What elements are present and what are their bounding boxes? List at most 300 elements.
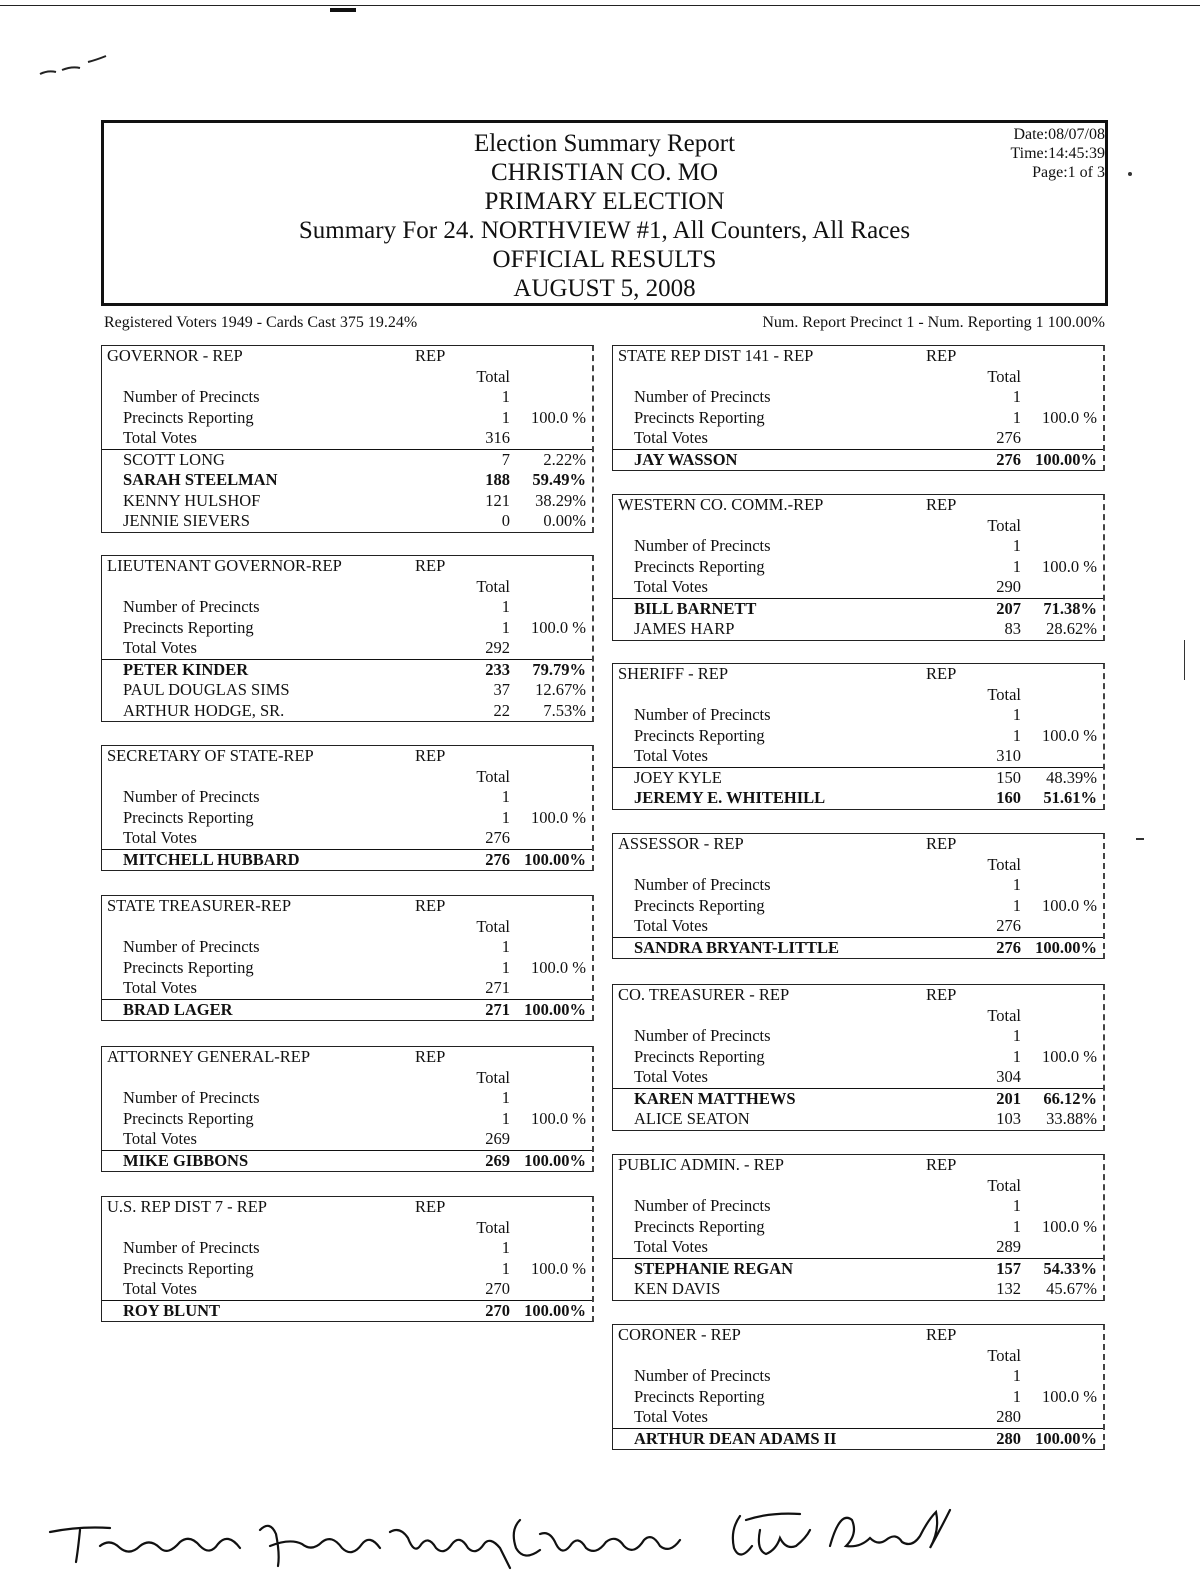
total-column-header: Total bbox=[476, 576, 510, 596]
precincts-reporting-value: 1 bbox=[1012, 895, 1021, 915]
total-votes-label: Total Votes bbox=[634, 577, 708, 596]
total-column-header: Total bbox=[987, 515, 1021, 535]
candidate-votes: 280 bbox=[996, 1428, 1021, 1448]
total-column-header: Total bbox=[476, 366, 510, 386]
candidate-row bbox=[613, 1258, 1103, 1280]
candidate-row bbox=[613, 449, 1103, 471]
total-column-header: Total bbox=[476, 766, 510, 786]
precincts-reporting-row bbox=[613, 408, 1103, 429]
total-votes-row bbox=[613, 577, 1103, 598]
precincts-reporting-label: Precincts Reporting bbox=[634, 725, 765, 745]
pen-mark bbox=[36, 52, 116, 82]
signatures bbox=[40, 1490, 970, 1570]
election-date: AUGUST 5, 2008 bbox=[513, 275, 696, 302]
voter-stats: Registered Voters 1949 - Cards Cast 375 19.24% bbox=[104, 314, 418, 331]
number-of-precincts-label: Number of Precincts bbox=[634, 1026, 771, 1045]
precincts-reporting-value: 1 bbox=[1012, 1046, 1021, 1066]
precincts-reporting-value: 1 bbox=[501, 1108, 510, 1128]
county-name: CHRISTIAN CO. MO bbox=[490, 159, 719, 186]
race-title: WESTERN CO. COMM.-REP bbox=[618, 495, 824, 514]
candidate-percent: 2.22% bbox=[543, 449, 586, 469]
number-of-precincts-value: 1 bbox=[501, 937, 510, 956]
candidate-votes: 83 bbox=[1004, 619, 1021, 638]
precincts-reporting-label: Precincts Reporting bbox=[123, 407, 254, 427]
race-title-row bbox=[613, 495, 1103, 516]
precincts-reporting-value: 1 bbox=[1012, 407, 1021, 427]
candidate-row bbox=[102, 701, 592, 722]
race-title-row bbox=[613, 664, 1103, 685]
candidate-name: ALICE SEATON bbox=[634, 1109, 750, 1128]
number-of-precincts-label: Number of Precincts bbox=[123, 1088, 260, 1107]
candidate-name: BILL BARNETT bbox=[634, 598, 757, 618]
total-votes-value: 292 bbox=[485, 638, 510, 657]
total-votes-value: 276 bbox=[485, 828, 510, 847]
report-title: Election Summary Report bbox=[473, 130, 736, 157]
total-votes-label: Total Votes bbox=[123, 428, 197, 447]
number-of-precincts-value: 1 bbox=[1012, 387, 1021, 406]
precincts-reporting-percent: 100.0 % bbox=[531, 807, 586, 827]
party-label: REP bbox=[415, 1047, 446, 1066]
candidate-name: MIKE GIBBONS bbox=[123, 1150, 249, 1170]
candidate-name: JENNIE SIEVERS bbox=[123, 511, 250, 530]
total-votes-label: Total Votes bbox=[634, 1067, 708, 1086]
candidate-percent: 7.53% bbox=[543, 700, 586, 720]
party-label: REP bbox=[415, 346, 446, 365]
candidate-name: KENNY HULSHOF bbox=[123, 490, 261, 510]
candidate-votes: 270 bbox=[485, 1300, 510, 1320]
race-title: STATE REP DIST 141 - REP bbox=[618, 346, 814, 365]
total-votes-row bbox=[102, 978, 592, 999]
precinct-count-row bbox=[102, 1238, 592, 1259]
number-of-precincts-label: Number of Precincts bbox=[123, 1238, 260, 1257]
party-label: REP bbox=[926, 346, 957, 365]
total-column-header: Total bbox=[987, 854, 1021, 874]
candidate-votes: 269 bbox=[485, 1150, 510, 1170]
precincts-reporting-row bbox=[613, 896, 1103, 917]
precincts-reporting-label: Precincts Reporting bbox=[123, 1258, 254, 1278]
scan-mark bbox=[330, 8, 356, 12]
total-votes-label: Total Votes bbox=[634, 1407, 708, 1426]
party-label: REP bbox=[415, 1197, 446, 1216]
precincts-reporting-row bbox=[102, 408, 592, 429]
total-votes-row bbox=[102, 428, 592, 449]
total-header-row bbox=[613, 1006, 1103, 1027]
number-of-precincts-value: 1 bbox=[501, 787, 510, 806]
race-title-row bbox=[613, 346, 1103, 367]
race-title: ATTORNEY GENERAL-REP bbox=[107, 1047, 311, 1066]
total-votes-label: Total Votes bbox=[634, 916, 708, 935]
number-of-precincts-label: Number of Precincts bbox=[123, 937, 260, 956]
precinct-count-row bbox=[102, 937, 592, 958]
candidate-row bbox=[613, 1428, 1103, 1450]
precincts-reporting-row bbox=[613, 557, 1103, 578]
candidate-name: KEN DAVIS bbox=[634, 1279, 721, 1298]
race-title-row bbox=[102, 346, 592, 367]
candidate-row bbox=[102, 491, 592, 512]
total-header-row bbox=[613, 1176, 1103, 1197]
number-of-precincts-label: Number of Precincts bbox=[634, 1366, 771, 1385]
candidate-name: PETER KINDER bbox=[123, 659, 249, 679]
candidate-name: PAUL DOUGLAS SIMS bbox=[123, 680, 290, 699]
candidate-votes: 150 bbox=[996, 767, 1021, 787]
race-title-row bbox=[102, 556, 592, 577]
results-status: OFFICIAL RESULTS bbox=[492, 246, 717, 273]
precinct-stats: Num. Report Precinct 1 - Num. Reporting 1 100.00% bbox=[762, 314, 1105, 331]
party-label: REP bbox=[926, 985, 957, 1004]
total-votes-row bbox=[613, 1407, 1103, 1428]
candidate-votes: 22 bbox=[493, 700, 510, 720]
candidate-percent: 38.29% bbox=[535, 490, 586, 510]
total-column-header: Total bbox=[476, 1217, 510, 1237]
total-header-row bbox=[102, 917, 592, 938]
total-header-row bbox=[613, 855, 1103, 876]
race-box bbox=[612, 833, 1105, 959]
precinct-count-row bbox=[613, 1196, 1103, 1217]
precincts-reporting-value: 1 bbox=[501, 617, 510, 637]
candidate-percent: 48.39% bbox=[1046, 767, 1097, 787]
precinct-count-row bbox=[613, 1026, 1103, 1047]
candidate-name: SCOTT LONG bbox=[123, 449, 225, 469]
report-date: Date:08/07/08 bbox=[1013, 126, 1105, 143]
precinct-count-row bbox=[613, 705, 1103, 726]
number-of-precincts-label: Number of Precincts bbox=[123, 597, 260, 616]
precincts-reporting-row bbox=[102, 958, 592, 979]
total-column-header: Total bbox=[476, 916, 510, 936]
total-votes-label: Total Votes bbox=[123, 828, 197, 847]
candidate-name: JOEY KYLE bbox=[634, 767, 722, 787]
candidate-percent: 66.12% bbox=[1043, 1088, 1097, 1108]
candidate-percent: 100.00% bbox=[1035, 1428, 1097, 1448]
total-votes-value: 270 bbox=[485, 1279, 510, 1298]
precinct-count-row bbox=[613, 387, 1103, 408]
precinct-count-row bbox=[613, 875, 1103, 896]
total-column-header: Total bbox=[987, 366, 1021, 386]
total-column-header: Total bbox=[987, 1345, 1021, 1365]
race-box bbox=[612, 663, 1105, 810]
party-label: REP bbox=[415, 896, 446, 915]
candidate-row bbox=[613, 598, 1103, 620]
candidate-votes: 37 bbox=[493, 680, 510, 699]
precincts-reporting-percent: 100.0 % bbox=[531, 1258, 586, 1278]
report-header bbox=[101, 120, 1108, 306]
candidate-percent: 100.00% bbox=[524, 999, 586, 1019]
race-title-row bbox=[613, 1155, 1103, 1176]
total-votes-label: Total Votes bbox=[634, 746, 708, 765]
race-box bbox=[101, 745, 594, 871]
summary-scope: Summary For 24. NORTHVIEW #1, All Counters, All Races bbox=[298, 217, 911, 244]
candidate-votes: 188 bbox=[485, 470, 510, 489]
candidate-votes: 121 bbox=[485, 490, 510, 510]
precincts-reporting-row bbox=[613, 1217, 1103, 1238]
number-of-precincts-value: 1 bbox=[1012, 705, 1021, 724]
candidate-name: SARAH STEELMAN bbox=[123, 470, 278, 489]
number-of-precincts-value: 1 bbox=[1012, 1366, 1021, 1385]
total-votes-row bbox=[613, 746, 1103, 767]
candidate-name: ROY BLUNT bbox=[123, 1300, 221, 1320]
race-title: STATE TREASURER-REP bbox=[107, 896, 292, 915]
race-title-row bbox=[102, 1197, 592, 1218]
candidate-percent: 71.38% bbox=[1043, 598, 1097, 618]
party-label: REP bbox=[926, 1155, 957, 1174]
candidate-name: ARTHUR DEAN ADAMS II bbox=[634, 1428, 837, 1448]
candidate-percent: 79.79% bbox=[532, 659, 586, 679]
candidate-votes: 207 bbox=[996, 598, 1021, 618]
candidate-percent: 59.49% bbox=[532, 470, 586, 489]
precincts-reporting-label: Precincts Reporting bbox=[123, 807, 254, 827]
total-votes-value: 310 bbox=[996, 746, 1021, 765]
total-votes-value: 271 bbox=[485, 978, 510, 997]
candidate-votes: 157 bbox=[996, 1258, 1021, 1278]
race-box bbox=[101, 345, 594, 533]
candidate-votes: 160 bbox=[996, 788, 1021, 807]
candidate-row bbox=[613, 1109, 1103, 1130]
candidate-votes: 7 bbox=[501, 449, 510, 469]
candidate-name: JAMES HARP bbox=[634, 619, 735, 638]
precincts-reporting-row bbox=[613, 1387, 1103, 1408]
candidate-votes: 103 bbox=[996, 1109, 1021, 1128]
precincts-reporting-percent: 100.0 % bbox=[531, 957, 586, 977]
precincts-reporting-value: 1 bbox=[1012, 556, 1021, 576]
precinct-count-row bbox=[613, 536, 1103, 557]
number-of-precincts-label: Number of Precincts bbox=[634, 387, 771, 406]
report-meta bbox=[1010, 125, 1105, 182]
candidate-row bbox=[102, 470, 592, 491]
precincts-reporting-value: 1 bbox=[1012, 1386, 1021, 1406]
precincts-reporting-label: Precincts Reporting bbox=[123, 1108, 254, 1128]
number-of-precincts-value: 1 bbox=[501, 597, 510, 616]
total-column-header: Total bbox=[987, 684, 1021, 704]
candidate-row bbox=[613, 1279, 1103, 1300]
total-votes-row bbox=[102, 828, 592, 849]
precincts-reporting-percent: 100.0 % bbox=[1042, 1216, 1097, 1236]
candidate-row bbox=[102, 449, 592, 471]
race-box bbox=[612, 1154, 1105, 1301]
total-column-header: Total bbox=[987, 1175, 1021, 1195]
candidate-name: SANDRA BRYANT-LITTLE bbox=[634, 937, 839, 957]
precincts-reporting-percent: 100.0 % bbox=[1042, 725, 1097, 745]
total-votes-value: 304 bbox=[996, 1067, 1021, 1086]
race-title: ASSESSOR - REP bbox=[618, 834, 744, 853]
candidate-percent: 12.67% bbox=[535, 680, 586, 699]
candidate-votes: 276 bbox=[996, 937, 1021, 957]
candidate-percent: 100.00% bbox=[1035, 937, 1097, 957]
precincts-reporting-label: Precincts Reporting bbox=[123, 957, 254, 977]
total-votes-row bbox=[613, 1067, 1103, 1088]
precincts-reporting-label: Precincts Reporting bbox=[634, 1216, 765, 1236]
candidate-votes: 132 bbox=[996, 1279, 1021, 1298]
candidate-percent: 100.00% bbox=[1035, 449, 1097, 469]
precincts-reporting-label: Precincts Reporting bbox=[634, 1386, 765, 1406]
precincts-reporting-row bbox=[613, 726, 1103, 747]
precincts-reporting-row bbox=[613, 1047, 1103, 1068]
party-label: REP bbox=[926, 1325, 957, 1344]
candidate-votes: 276 bbox=[485, 849, 510, 869]
precinct-count-row bbox=[102, 387, 592, 408]
candidate-row bbox=[613, 1088, 1103, 1110]
total-header-row bbox=[613, 685, 1103, 706]
candidate-row bbox=[613, 619, 1103, 640]
race-title: CO. TREASURER - REP bbox=[618, 985, 790, 1004]
race-box bbox=[612, 1324, 1105, 1450]
report-time: Time:14:45:39 bbox=[1010, 145, 1105, 162]
number-of-precincts-value: 1 bbox=[1012, 875, 1021, 894]
precincts-reporting-row bbox=[102, 618, 592, 639]
candidate-name: KAREN MATTHEWS bbox=[634, 1088, 796, 1108]
scan-artifact bbox=[1136, 838, 1144, 840]
race-title: CORONER - REP bbox=[618, 1325, 741, 1344]
number-of-precincts-label: Number of Precincts bbox=[634, 705, 771, 724]
precincts-reporting-value: 1 bbox=[501, 957, 510, 977]
candidate-votes: 233 bbox=[485, 659, 510, 679]
total-votes-value: 269 bbox=[485, 1129, 510, 1148]
precinct-count-row bbox=[102, 787, 592, 808]
race-box bbox=[101, 555, 594, 722]
election-type: PRIMARY ELECTION bbox=[484, 188, 725, 215]
candidate-percent: 28.62% bbox=[1046, 619, 1097, 638]
precincts-reporting-label: Precincts Reporting bbox=[634, 407, 765, 427]
scan-artifact bbox=[1128, 172, 1132, 176]
total-votes-value: 276 bbox=[996, 916, 1021, 935]
precincts-reporting-row bbox=[102, 808, 592, 829]
candidate-name: MITCHELL HUBBARD bbox=[123, 849, 300, 869]
number-of-precincts-label: Number of Precincts bbox=[634, 536, 771, 555]
precincts-reporting-label: Precincts Reporting bbox=[634, 895, 765, 915]
race-box bbox=[612, 494, 1105, 641]
total-header-row bbox=[102, 367, 592, 388]
candidate-name: JAY WASSON bbox=[634, 449, 738, 469]
total-votes-value: 289 bbox=[996, 1237, 1021, 1256]
candidate-row bbox=[613, 937, 1103, 959]
candidate-row bbox=[613, 767, 1103, 789]
candidate-votes: 271 bbox=[485, 999, 510, 1019]
candidate-percent: 54.33% bbox=[1043, 1258, 1097, 1278]
total-votes-row bbox=[102, 1129, 592, 1150]
page-number: Page:1 of 3 bbox=[1032, 164, 1105, 181]
race-title-row bbox=[613, 1325, 1103, 1346]
total-votes-row bbox=[613, 428, 1103, 449]
total-header-row bbox=[613, 367, 1103, 388]
candidate-row bbox=[102, 511, 592, 532]
precincts-reporting-percent: 100.0 % bbox=[1042, 1386, 1097, 1406]
number-of-precincts-value: 1 bbox=[1012, 1026, 1021, 1045]
number-of-precincts-value: 1 bbox=[1012, 536, 1021, 555]
precincts-reporting-percent: 100.0 % bbox=[1042, 407, 1097, 427]
precincts-reporting-value: 1 bbox=[1012, 1216, 1021, 1236]
party-label: REP bbox=[926, 495, 957, 514]
party-label: REP bbox=[415, 556, 446, 575]
precincts-reporting-value: 1 bbox=[501, 1258, 510, 1278]
total-votes-label: Total Votes bbox=[123, 978, 197, 997]
race-box bbox=[101, 1046, 594, 1172]
candidate-percent: 45.67% bbox=[1046, 1279, 1097, 1298]
total-votes-value: 276 bbox=[996, 428, 1021, 447]
number-of-precincts-value: 1 bbox=[501, 1088, 510, 1107]
candidate-name: JEREMY E. WHITEHILL bbox=[634, 788, 826, 807]
race-title-row bbox=[102, 746, 592, 767]
precincts-reporting-label: Precincts Reporting bbox=[634, 556, 765, 576]
party-label: REP bbox=[926, 664, 957, 683]
race-title-row bbox=[102, 896, 592, 917]
total-votes-row bbox=[613, 916, 1103, 937]
candidate-votes: 276 bbox=[996, 449, 1021, 469]
precincts-reporting-value: 1 bbox=[501, 807, 510, 827]
number-of-precincts-label: Number of Precincts bbox=[123, 387, 260, 406]
race-box bbox=[101, 1196, 594, 1322]
total-header-row bbox=[613, 1346, 1103, 1367]
precincts-reporting-percent: 100.0 % bbox=[531, 1108, 586, 1128]
precincts-reporting-percent: 100.0 % bbox=[1042, 1046, 1097, 1066]
precincts-reporting-row bbox=[102, 1109, 592, 1130]
race-title: SECRETARY OF STATE-REP bbox=[107, 746, 314, 765]
total-header-row bbox=[102, 1218, 592, 1239]
race-title: PUBLIC ADMIN. - REP bbox=[618, 1155, 784, 1174]
party-label: REP bbox=[926, 834, 957, 853]
precincts-reporting-label: Precincts Reporting bbox=[123, 617, 254, 637]
race-title-row bbox=[613, 985, 1103, 1006]
race-title: LIEUTENANT GOVERNOR-REP bbox=[107, 556, 342, 575]
total-votes-row bbox=[102, 638, 592, 659]
race-title: GOVERNOR - REP bbox=[107, 346, 243, 365]
total-votes-label: Total Votes bbox=[634, 428, 708, 447]
total-votes-label: Total Votes bbox=[123, 1129, 197, 1148]
candidate-percent: 51.61% bbox=[1043, 788, 1097, 807]
total-votes-value: 316 bbox=[485, 428, 510, 447]
precincts-reporting-percent: 100.0 % bbox=[1042, 556, 1097, 576]
candidate-row bbox=[102, 680, 592, 701]
total-votes-value: 280 bbox=[996, 1407, 1021, 1426]
total-header-row bbox=[613, 516, 1103, 537]
candidate-percent: 100.00% bbox=[524, 849, 586, 869]
report-title-block bbox=[104, 129, 1105, 303]
precincts-reporting-percent: 100.0 % bbox=[531, 407, 586, 427]
race-title-row bbox=[102, 1047, 592, 1068]
candidate-name: STEPHANIE REGAN bbox=[634, 1258, 794, 1278]
candidate-percent: 0.00% bbox=[543, 511, 586, 530]
candidate-votes: 0 bbox=[501, 511, 510, 530]
candidate-name: ARTHUR HODGE, SR. bbox=[123, 700, 285, 720]
race-title-row bbox=[613, 834, 1103, 855]
total-votes-label: Total Votes bbox=[634, 1237, 708, 1256]
candidate-row bbox=[102, 1300, 592, 1322]
candidate-percent: 33.88% bbox=[1046, 1109, 1097, 1128]
precincts-reporting-percent: 100.0 % bbox=[531, 617, 586, 637]
total-votes-row bbox=[613, 1237, 1103, 1258]
candidate-row bbox=[613, 788, 1103, 809]
number-of-precincts-value: 1 bbox=[501, 387, 510, 406]
total-votes-row bbox=[102, 1279, 592, 1300]
precinct-count-row bbox=[102, 597, 592, 618]
total-column-header: Total bbox=[987, 1005, 1021, 1025]
total-header-row bbox=[102, 577, 592, 598]
precinct-count-row bbox=[613, 1366, 1103, 1387]
number-of-precincts-label: Number of Precincts bbox=[123, 787, 260, 806]
number-of-precincts-label: Number of Precincts bbox=[634, 875, 771, 894]
candidate-row bbox=[102, 659, 592, 681]
candidate-percent: 100.00% bbox=[524, 1150, 586, 1170]
precinct-count-row bbox=[102, 1088, 592, 1109]
party-label: REP bbox=[415, 746, 446, 765]
precincts-reporting-percent: 100.0 % bbox=[1042, 895, 1097, 915]
total-header-row bbox=[102, 767, 592, 788]
candidate-row bbox=[102, 999, 592, 1021]
race-box bbox=[101, 895, 594, 1021]
total-header-row bbox=[102, 1068, 592, 1089]
precincts-reporting-value: 1 bbox=[501, 407, 510, 427]
precincts-reporting-label: Precincts Reporting bbox=[634, 1046, 765, 1066]
total-votes-label: Total Votes bbox=[123, 1279, 197, 1298]
precincts-reporting-row bbox=[102, 1259, 592, 1280]
candidate-row bbox=[102, 1150, 592, 1172]
